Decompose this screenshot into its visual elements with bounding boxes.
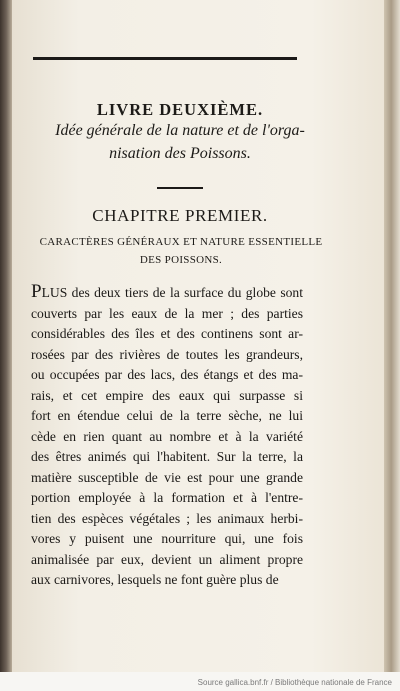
body-line: portion employée à la formation et à l'entre-	[31, 490, 303, 505]
body-line: matière susceptible de vie est pour une grande	[31, 469, 303, 485]
body-line: fort en étendue celui de la terre sèche, ne lui	[31, 408, 303, 423]
body-line: couverts par les eaux de la mer ; des parties	[31, 305, 303, 321]
body-line: des êtres animés qui l'habitent. Sur la terre, la	[31, 449, 303, 464]
chapter-subtitle-line: DES POISSONS.	[139, 254, 223, 266]
body-paragraph	[31, 282, 303, 591]
body-line: animalisée par eux, devient un aliment propre	[31, 551, 303, 567]
source-credit: Source gallica.bnf.fr / Bibliothèque nationale de France	[197, 678, 392, 687]
drop-cap: P	[31, 281, 42, 302]
chapter-subtitle-line: CARACTÈRES GÉNÉRAUX ET NATURE ESSENTIELLE	[39, 236, 323, 248]
subtitle-line: Idée générale de la nature et de l'orga-	[55, 122, 305, 139]
page-edge-shadow	[384, 0, 400, 672]
subtitle-line: nisation des Poissons.	[109, 145, 251, 162]
body-line: vores y puisent une nourriture qui, une fois	[31, 531, 303, 546]
book-subtitle	[30, 119, 330, 165]
body-line: rosées par des rivières de toutes les grandeurs,	[31, 346, 303, 362]
first-line-text: LUS des deux tiers de la surface du globe sont	[41, 285, 303, 300]
book-title: LIVRE DEUXIÈME.	[96, 100, 264, 119]
body-line: rais, et cet empire des eaux qui surpasse si	[31, 387, 303, 403]
chapter-title: CHAPITRE PREMIER.	[92, 206, 268, 225]
header-rule	[33, 57, 297, 60]
body-line: cède en rien quant au nombre et à la variété	[31, 428, 303, 444]
chapter-subtitle	[22, 233, 340, 269]
body-line	[31, 282, 303, 304]
body-line: considérables des îles et des continens sont ar-	[31, 326, 303, 341]
section-divider	[157, 187, 203, 189]
body-line: ou occupées par des lacs, des étangs et des ma-	[31, 367, 303, 382]
body-line: tien des espèces végétales ; les animaux herbi-	[31, 510, 303, 526]
body-line: aux carnivores, lesquels ne font guère plus de	[31, 572, 279, 587]
